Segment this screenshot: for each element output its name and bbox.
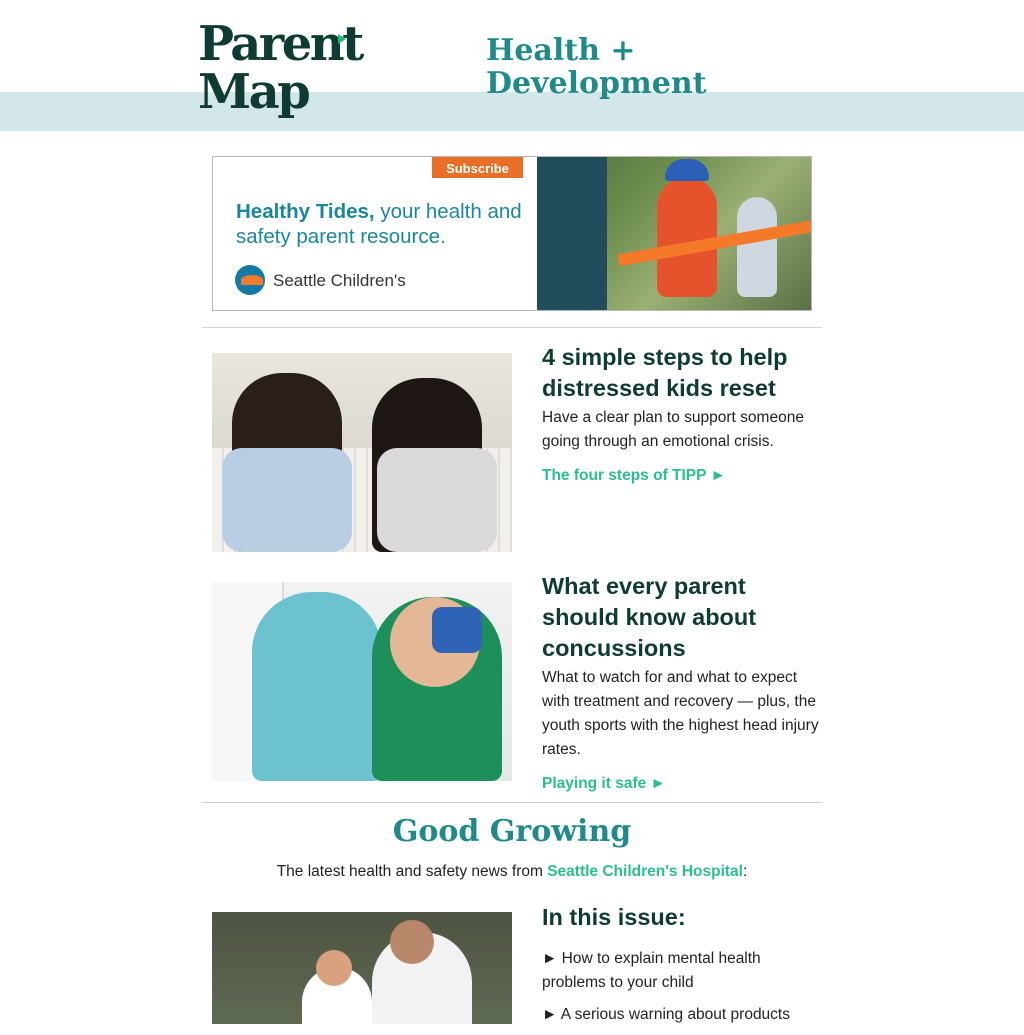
seattle-childrens-banner-ad[interactable] bbox=[212, 156, 812, 311]
good-growing-image[interactable] bbox=[212, 912, 512, 1024]
seattle-childrens-hospital-link[interactable]: Seattle Children's Hospital bbox=[547, 863, 743, 880]
ad-photo-helmet bbox=[665, 159, 709, 181]
image-ice-pack bbox=[432, 607, 482, 653]
logo-line-2: Map bbox=[198, 64, 309, 120]
ad-photo-child-2 bbox=[737, 197, 777, 297]
divider bbox=[202, 802, 822, 803]
in-this-issue-title: In this issue: bbox=[542, 904, 686, 930]
article-2-description: What to watch for and what to expect with treatment and recovery — plus, the youth sports with the highest head injury rates. bbox=[542, 669, 819, 758]
article-1-description: Have a clear plan to support someone going through an emotional crisis. bbox=[542, 409, 804, 450]
good-growing-intro bbox=[0, 860, 1024, 884]
issue-item[interactable]: ► How to explain mental health problems to your child bbox=[542, 950, 761, 991]
article-1 bbox=[542, 342, 827, 488]
logo-play-icon bbox=[338, 34, 346, 44]
image-person-2-body bbox=[377, 448, 497, 552]
logo-line-1: Parent bbox=[198, 16, 362, 72]
image-parent bbox=[252, 592, 382, 781]
seattle-childrens-mark-icon bbox=[235, 265, 265, 295]
subscribe-button[interactable]: Subscribe bbox=[432, 157, 523, 178]
article-2-title[interactable]: What every parent should know about concussions bbox=[542, 573, 757, 661]
issue-list bbox=[542, 947, 827, 1027]
ad-photo-child bbox=[657, 177, 717, 297]
ad-headline bbox=[236, 199, 536, 249]
parentmap-logo[interactable] bbox=[198, 12, 368, 122]
article-2-image[interactable] bbox=[212, 582, 512, 781]
in-this-issue bbox=[542, 902, 827, 1035]
section-title: Health + Development bbox=[486, 33, 707, 101]
good-growing-title: Good Growing bbox=[392, 814, 632, 849]
article-2-link[interactable]: Playing it safe ► bbox=[542, 775, 666, 792]
intro-text: The latest health and safety news from bbox=[276, 863, 548, 880]
article-2 bbox=[542, 571, 827, 796]
ad-brand-name: Seattle Children's bbox=[273, 271, 406, 290]
article-1-link[interactable]: The four steps of TIPP ► bbox=[542, 467, 726, 484]
ad-headline-rest: your health and safety parent resource. bbox=[236, 200, 522, 248]
ad-photo-adult bbox=[537, 157, 607, 310]
divider bbox=[202, 327, 822, 328]
intro-colon: : bbox=[742, 863, 748, 880]
image-boy-head bbox=[316, 950, 352, 986]
article-1-image[interactable] bbox=[212, 353, 512, 552]
image-person-1-body bbox=[222, 448, 352, 552]
image-father-head bbox=[390, 920, 434, 964]
article-1-title[interactable]: 4 simple steps to help distressed kids reset bbox=[542, 344, 788, 401]
ad-photo bbox=[537, 157, 811, 310]
ad-headline-bold: Healthy Tides, bbox=[236, 200, 375, 223]
issue-item[interactable]: ► A serious warning about products bbox=[542, 1006, 790, 1023]
